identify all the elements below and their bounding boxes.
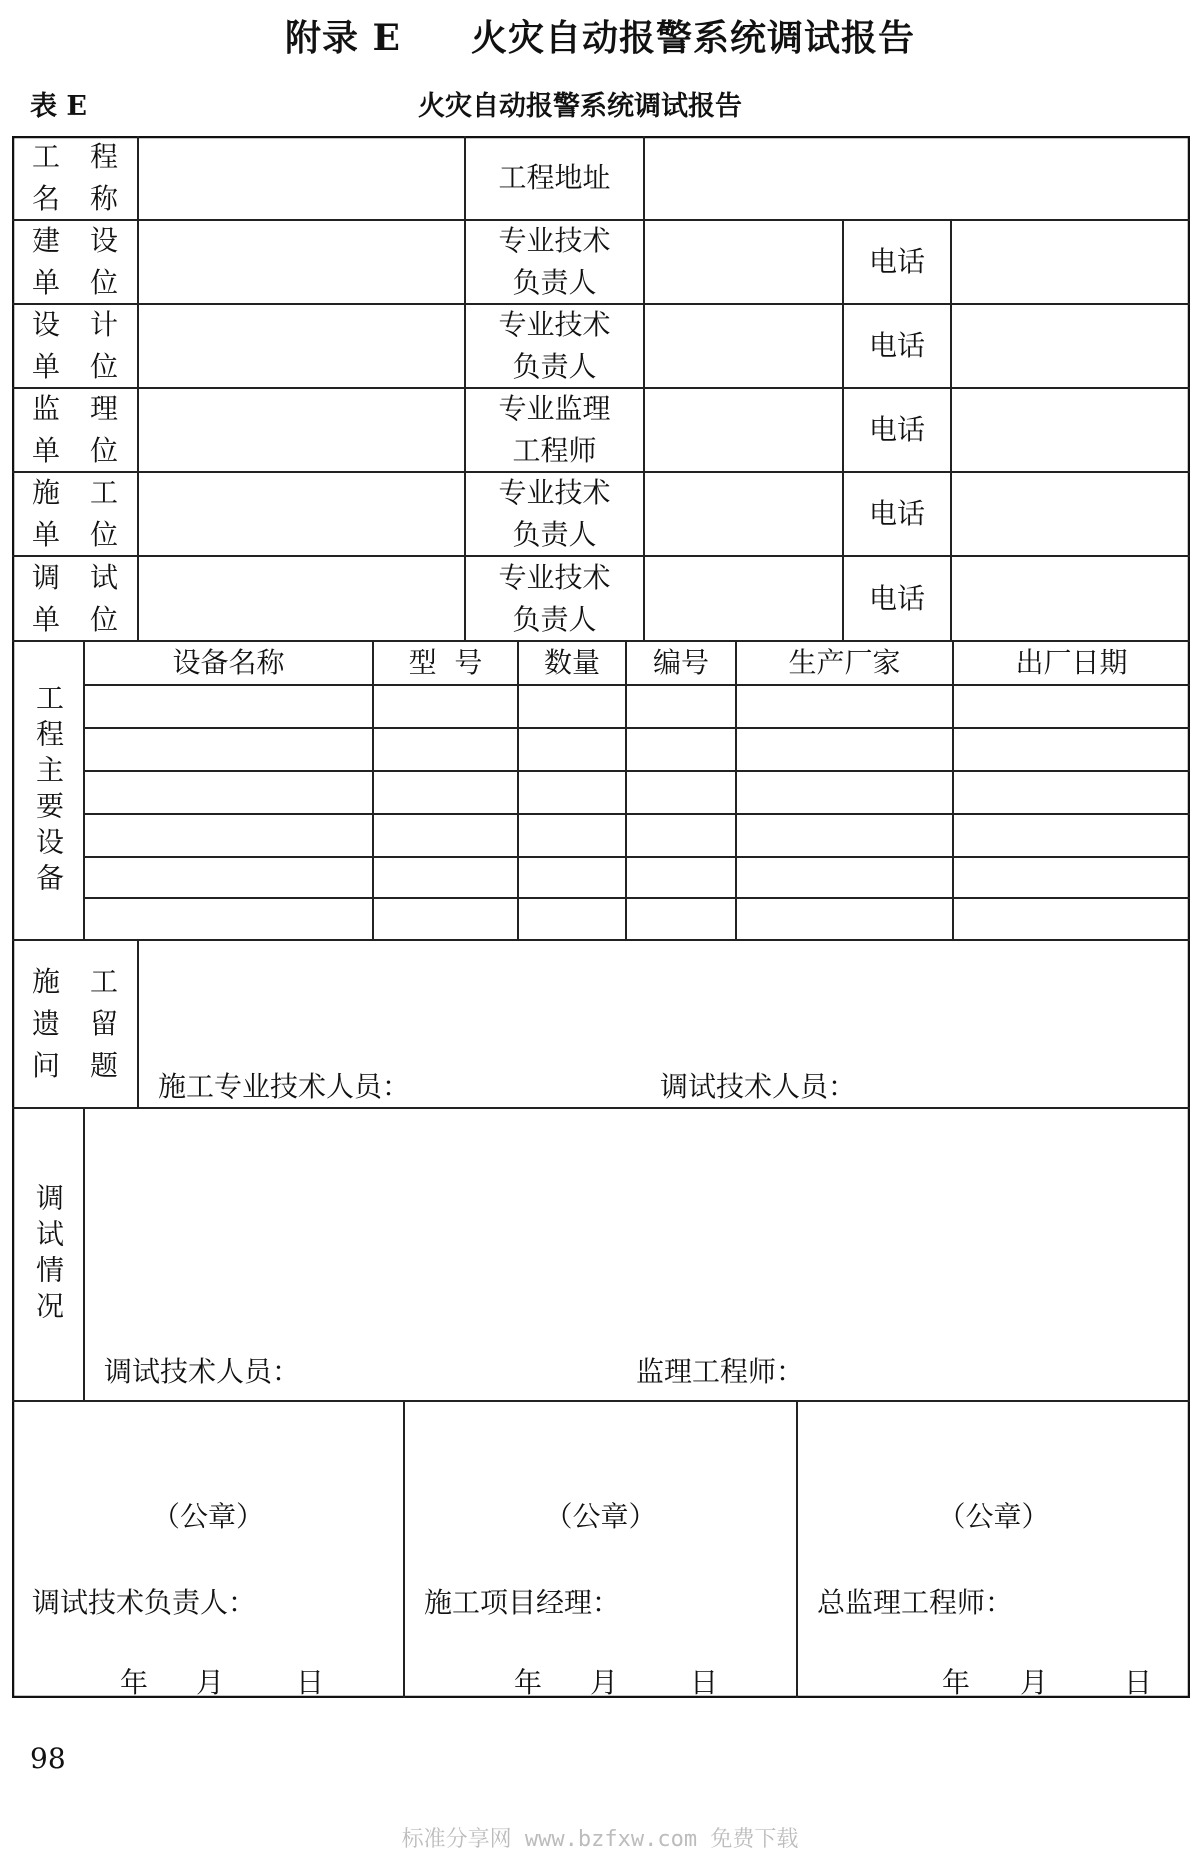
debug-tech-staff-label: 调试技术人员： <box>660 1070 857 1103</box>
date-year: 年 <box>941 1666 970 1699</box>
date-day: 日 <box>295 1666 324 1699</box>
signer-role-label: 施工项目经理： <box>424 1586 621 1619</box>
project-name-field[interactable] <box>138 136 465 220</box>
label-role: 专业技术 负责人 <box>498 560 611 636</box>
col-manufacture-date: 出厂日期 <box>1015 646 1128 679</box>
seal-label: （公章） <box>937 1500 1050 1533</box>
appendix-label: 附录 E <box>285 17 401 59</box>
col-model: 型 号 <box>408 646 483 679</box>
label-unit: 调 试 单 位 <box>32 560 118 636</box>
construction-tech-staff-label: 施工专业技术人员： <box>158 1070 411 1103</box>
table-number: 表 E <box>30 91 87 122</box>
label-phone: 电话 <box>868 413 925 446</box>
label-remaining-issues: 施 工 遗 留 问 题 <box>32 965 118 1082</box>
label-debug-status: 调试情况 <box>32 1182 65 1327</box>
label-unit: 监 理 单 位 <box>32 392 118 467</box>
page-heading <box>0 10 1200 61</box>
label-role: 专业技术 负责人 <box>498 308 611 383</box>
date-day: 日 <box>1123 1666 1152 1699</box>
watermark-text: 标准分享网 www.bzfxw.com 免费下载 <box>401 1827 799 1852</box>
date-month: 月 <box>589 1666 618 1699</box>
table-title: 火灾自动报警系统调试报告 <box>418 91 742 122</box>
label-phone: 电话 <box>868 245 925 278</box>
col-manufacturer: 生产厂家 <box>788 646 901 679</box>
label-project-address: 工程地址 <box>498 161 611 194</box>
label-project-name: 工 程 名 称 <box>32 140 118 215</box>
label-phone: 电话 <box>868 329 925 362</box>
label-unit: 建 设 单 位 <box>32 224 118 299</box>
date-month: 月 <box>1019 1666 1048 1699</box>
debug-status-tech-staff-label: 调试技术人员： <box>104 1355 301 1388</box>
date-month: 月 <box>195 1666 224 1699</box>
label-unit: 施 工 单 位 <box>32 476 118 551</box>
date-year: 年 <box>119 1666 148 1699</box>
label-main-equipment: 工程主要设备 <box>32 682 65 899</box>
date-year: 年 <box>513 1666 542 1699</box>
project-address-field[interactable] <box>644 136 1190 220</box>
supervising-engineer-label: 监理工程师： <box>636 1355 805 1388</box>
signer-role-label: 调试技术负责人： <box>32 1586 257 1619</box>
label-phone: 电话 <box>868 497 925 530</box>
label-role: 专业技术 负责人 <box>498 224 611 299</box>
col-serial-number: 编号 <box>652 646 709 679</box>
signer-role-label: 总监理工程师： <box>817 1586 1014 1619</box>
label-role: 专业监理 工程师 <box>498 392 611 467</box>
page-number: 98 <box>30 1742 66 1775</box>
document-title: 火灾自动报警系统调试报告 <box>470 17 915 59</box>
col-equipment-name: 设备名称 <box>172 646 285 679</box>
date-day: 日 <box>689 1666 718 1699</box>
label-role: 专业技术 负责人 <box>498 476 611 551</box>
seal-label: （公章） <box>151 1500 264 1533</box>
label-unit: 设 计 单 位 <box>32 308 118 383</box>
label-phone: 电话 <box>868 581 925 615</box>
col-quantity: 数量 <box>543 646 600 679</box>
seal-label: （公章） <box>544 1500 657 1533</box>
